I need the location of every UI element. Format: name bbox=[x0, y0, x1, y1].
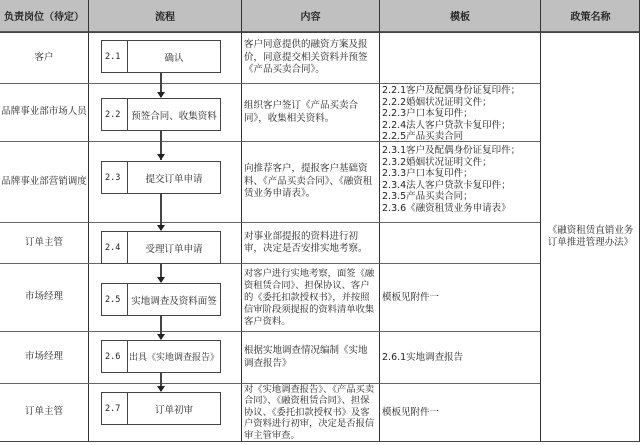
arrow-down-icon bbox=[157, 154, 165, 160]
header-policy: 政策名称 bbox=[541, 0, 640, 32]
arrow-down-icon bbox=[157, 334, 165, 340]
role-cell: 品牌事业部营销调度 bbox=[1, 175, 87, 187]
template-cell: 模板见附件一 bbox=[382, 406, 440, 418]
role-cell: 市场经理 bbox=[24, 351, 63, 363]
step-label: 受理订单申请 bbox=[145, 243, 203, 255]
step-number: 2.3 bbox=[102, 162, 128, 193]
template-cell bbox=[380, 142, 540, 222]
role-cell: 订单主管 bbox=[24, 406, 63, 418]
template-cell: 2.6.1实地调查报告 bbox=[382, 351, 464, 363]
header-process: 流程 bbox=[89, 0, 241, 32]
arrow-down-icon bbox=[157, 277, 165, 283]
content-cell: 对《实地调查报告》、《产品买卖合同》、《融资租赁合同》、担保协议、《委托扣款授权书》及客户资料进行初审，决定是否报信审主管审查。 bbox=[244, 383, 375, 441]
template-item: 2.2.5产品买卖合同 bbox=[382, 131, 464, 143]
policy-cell: 《融资租赁直销业务订单推进管理办法》 bbox=[547, 224, 634, 248]
template-cell: 模板见附件一 bbox=[382, 291, 440, 303]
flow-step-2-7 bbox=[101, 392, 221, 425]
template-item: 2.3.2婚姻状况证明文件； bbox=[382, 156, 492, 168]
arrow-down-icon bbox=[157, 225, 165, 231]
flow-step-2-5 bbox=[101, 283, 221, 316]
step-label: 提交订单申请 bbox=[145, 173, 203, 185]
template-item: 2.3.6《融资租赁业务申请表》 bbox=[382, 202, 511, 214]
template-item: 2.3.1客户及配偶身份证复印件； bbox=[382, 145, 521, 156]
header-template: 模板 bbox=[380, 0, 540, 32]
template-item: 2.2.1客户及配偶身份证复印件； bbox=[382, 85, 521, 96]
content-cell: 客户同意提供的融资方案及报价，同意提交相关资料并预签《产品买卖合同》。 bbox=[244, 39, 368, 76]
step-label: 确认 bbox=[164, 52, 184, 64]
content-cell: 组织客户签订《产品买卖合同》，收集相关资料。 bbox=[244, 100, 359, 124]
arrow-down-icon bbox=[157, 92, 165, 98]
template-item: 2.3.5产品买卖合同； bbox=[382, 191, 473, 203]
content-cell: 根据实地调查情况编制《实地调查报告》 bbox=[244, 345, 368, 369]
template-item: 2.2.4法人客户贷款卡复印件； bbox=[382, 119, 511, 131]
content-cell: 向推荐客户，提报客户基础资料、《产品买卖合同》、《融资租赁业务申请表》。 bbox=[244, 163, 373, 200]
step-number: 2.5 bbox=[102, 284, 128, 315]
flow-step-2-6 bbox=[101, 340, 221, 373]
step-label: 订单初审 bbox=[154, 404, 193, 416]
template-item: 2.3.3户口本复印件； bbox=[382, 168, 473, 180]
step-number: 2.7 bbox=[102, 393, 128, 424]
header-role: 负责岗位（待定） bbox=[0, 0, 88, 32]
content-cell: 对事业部提报的资料进行初审，决定是否安排实地考察。 bbox=[244, 230, 368, 254]
role-cell: 客户 bbox=[34, 51, 54, 63]
arrow-down-icon bbox=[157, 386, 165, 392]
step-number: 2.2 bbox=[102, 99, 128, 130]
header-content: 内容 bbox=[242, 0, 379, 32]
template-item: 2.2.2婚姻状况证明文件； bbox=[382, 96, 492, 108]
step-number: 2.6 bbox=[102, 341, 128, 372]
grid-line bbox=[88, 0, 89, 442]
template-cell bbox=[380, 84, 540, 141]
flow-step-2-2 bbox=[101, 98, 221, 131]
template-item: 2.3.4法人客户贷款卡复印件； bbox=[382, 179, 511, 191]
step-label: 预签合同、收集资料 bbox=[131, 110, 217, 122]
role-cell: 品牌事业部市场人员 bbox=[1, 106, 87, 118]
content-cell: 对客户进行实地考察，面签《融资租赁合同》、担保协议、客户的《委托扣款授权书》，并按照信审阶段须提报的资料清单收集客户资料。 bbox=[244, 267, 375, 327]
role-cell: 订单主管 bbox=[24, 236, 63, 248]
flow-step-2-3 bbox=[101, 161, 221, 194]
template-item: 2.2.3户口本复印件； bbox=[382, 108, 473, 120]
step-number: 2.4 bbox=[102, 232, 128, 263]
role-cell: 市场经理 bbox=[24, 291, 63, 303]
flow-step-2-1 bbox=[101, 40, 221, 73]
step-label: 实地调查及资料面签 bbox=[131, 295, 217, 307]
flow-step-2-4 bbox=[101, 231, 221, 264]
step-label: 出具《实地调查报告》 bbox=[128, 353, 219, 363]
step-number: 2.1 bbox=[102, 41, 128, 72]
